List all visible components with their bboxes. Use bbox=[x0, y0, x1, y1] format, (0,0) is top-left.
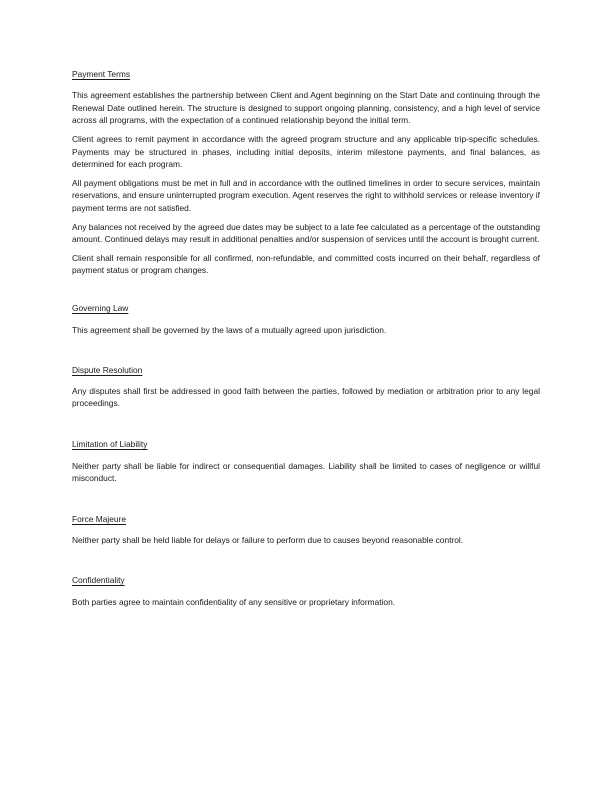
limitation-of-liability-paragraph: Neither party shall be liable for indirect or consequential damages. Liability shall be limited to cases of negligence or willful misconduct. bbox=[72, 460, 540, 484]
section-heading-force-majeure: Force Majeure bbox=[72, 513, 126, 524]
dispute-resolution-paragraph: Any disputes shall first be addressed in good faith between the parties, followed by mediation or arbitration prior to any legal proceedings. bbox=[72, 385, 540, 409]
section-force-majeure bbox=[72, 513, 540, 547]
confidentiality-paragraph: Both parties agree to maintain confidentiality of any sensitive or proprietary information. bbox=[72, 596, 396, 607]
section-heading-governing-law: Governing Law bbox=[72, 303, 129, 314]
payment-terms-paragraph-2: Client agrees to remit payment in accordance with the agreed program structure and any applicable trip-specific schedules. Payments may be structured in phases, including initial deposits, interim milestone payments, and final balances, as determined for each program. bbox=[72, 134, 540, 169]
section-dispute-resolution bbox=[72, 364, 540, 410]
section-limitation-of-liability bbox=[72, 438, 540, 484]
section-spacer bbox=[72, 343, 540, 364]
section-spacer bbox=[72, 491, 540, 513]
section-spacer bbox=[72, 283, 540, 302]
governing-law-paragraph: This agreement shall be governed by the laws of a mutually agreed upon jurisdiction. bbox=[72, 324, 387, 335]
payment-terms-paragraph-5: Client shall remain responsible for all confirmed, non-refundable, and committed costs incurred on their behalf, regardless of payment status or program changes. bbox=[72, 252, 540, 276]
section-heading-limitation-of-liability: Limitation of Liability bbox=[72, 439, 148, 450]
section-confidentiality bbox=[72, 574, 540, 608]
section-payment-terms bbox=[72, 68, 540, 277]
section-heading-payment-terms: Payment Terms bbox=[72, 69, 131, 79]
section-governing-law bbox=[72, 302, 540, 336]
document-page bbox=[72, 68, 540, 615]
payment-terms-paragraph-1: This agreement establishes the partnership between Client and Agent beginning on the Start Date and continuing through the Renewal Date outlined herein. The structure is designed to support ongoing planning, consistency, and a high level of service across all programs, with the expectation of a continued relationship beyond the initial term. bbox=[72, 90, 540, 126]
section-spacer bbox=[72, 553, 540, 574]
section-heading-confidentiality: Confidentiality bbox=[72, 575, 125, 586]
section-heading-dispute-resolution: Dispute Resolution bbox=[72, 364, 143, 375]
section-spacer bbox=[72, 416, 540, 438]
force-majeure-paragraph: Neither party shall be held liable for delays or failure to perform due to causes beyond reasonable control. bbox=[72, 535, 464, 546]
payment-terms-paragraph-3: All payment obligations must be met in full and in accordance with the outlined timelines in order to secure services, maintain reservations, and ensure uninterrupted program execution. Agent reserves the right to withhold services or release inventory if payment terms are not satisfied. bbox=[72, 177, 540, 213]
payment-terms-paragraph-4: Any balances not received by the agreed due dates may be subject to a late fee calculated as a percentage of the outstanding amount. Continued delays may result in additional penalties and/or suspension of services until the account is brought current. bbox=[72, 221, 540, 244]
